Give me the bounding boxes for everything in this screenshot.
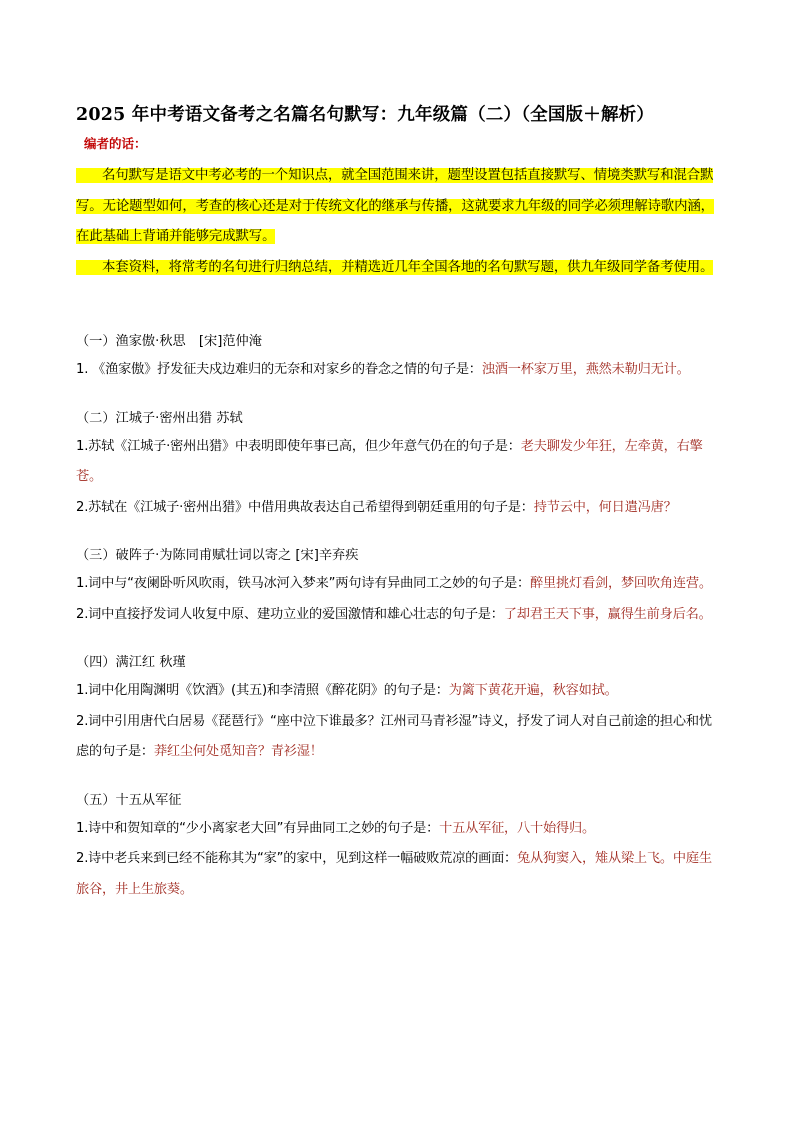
editor-note-label: 编者的话： bbox=[84, 136, 147, 151]
question-text: 2.苏轼在《江城子·密州出猎》中借用典故表达自己希望得到朝廷重用的句子是： bbox=[76, 499, 534, 515]
poem-sections bbox=[76, 329, 718, 905]
poem-section bbox=[76, 406, 718, 524]
question-text: 1.词中与“夜阑卧听风吹雨，铁马冰河入梦来”两句诗有异曲同工之妙的句子是： bbox=[76, 576, 531, 591]
question-text: 2.词中引用唐代白居易《琵琶行》“座中泣下谁最多？江州司马青衫湿”诗义，抒发了词人对自己前途的担心和忧虑的句子是： bbox=[76, 713, 712, 759]
question-text: 1. 《渔家傲》抒发征夫戍边难归的无奈和对家乡的眷念之情的句子是： bbox=[76, 362, 482, 377]
poem-section bbox=[76, 329, 718, 386]
question-text: 1.苏轼《江城子·密州出猎》中表明即使年事已高，但少年意气仍在的句子是： bbox=[76, 438, 521, 454]
question-text: 1.诗中和贺知章的“少小离家老大回”有异曲同工之妙的句子是： bbox=[76, 820, 440, 836]
document-title: 2025 年中考语文备考之名篇名句默写：九年级篇（二）（全国版＋解析） bbox=[76, 105, 655, 125]
intro-text: 本套资料，将常考的名句进行归纳总结，并精选近几年全国各地的名句默写题，供九年级同学备考使用。 bbox=[102, 259, 714, 275]
section-title: （五）十五从军征 bbox=[76, 792, 182, 808]
question bbox=[76, 432, 718, 493]
section-title: （二）江城子·密州出猎 苏轼 bbox=[76, 410, 243, 426]
section-title: （一）渔家傲·秋思 [宋]范仲淹 bbox=[76, 334, 262, 349]
question bbox=[76, 600, 718, 631]
answer-text: 醉里挑灯看剑，梦回吹角连营。 bbox=[530, 576, 712, 591]
section-title: （四）满江红 秋瑾 bbox=[76, 655, 186, 670]
question-text: 1.词中化用陶渊明《饮酒》(其五)和李清照《醉花阴》的句子是： bbox=[76, 683, 449, 698]
question bbox=[76, 844, 718, 905]
poem-section bbox=[76, 650, 718, 768]
intro-paragraph bbox=[76, 161, 718, 253]
answer-text: 持节云中，何日遣冯唐？ bbox=[533, 499, 677, 515]
question bbox=[76, 676, 718, 707]
poem-section bbox=[76, 543, 718, 630]
answer-text: 为篱下黄花开遍，秋容如拭。 bbox=[448, 683, 618, 698]
answer-text: 十五从军征，八十始得归。 bbox=[439, 820, 595, 836]
question-text: 2.词中直接抒发词人收复中原、建功立业的爱国激情和雄心壮志的句子是： bbox=[76, 606, 504, 622]
intro-paragraph bbox=[76, 253, 718, 284]
answer-text: 老夫聊发少年狂，左牵黄，右擎苍。 bbox=[76, 438, 703, 484]
question-text: 2.诗中老兵来到已经不能称其为“家”的家中，见到这样一幅破败荒凉的画面： bbox=[76, 851, 518, 866]
answer-text: 了却君王天下事，赢得生前身后名。 bbox=[503, 606, 712, 622]
answer-text: 浊酒一杯家万里，燕然未勒归无计。 bbox=[481, 362, 690, 377]
poem-section bbox=[76, 788, 718, 906]
question bbox=[76, 814, 718, 845]
intro-text: 名句默写是语文中考必考的一个知识点，就全国范围来讲，题型设置包括直接默写、情境类默写和混合默写。无论题型如何，考查的核心还是对于传统文化的继承与传播，这就要求九年级的同学必须理解诗歌内涵，在此基础上背诵并能够完成默写。 bbox=[76, 168, 714, 244]
question bbox=[76, 569, 718, 600]
question bbox=[76, 493, 718, 524]
answer-text: 兔从狗窦入，雉从梁上飞。中庭生旅谷，井上生旅葵。 bbox=[76, 851, 712, 897]
document-page bbox=[76, 102, 718, 925]
answer-text: 莽红尘何处觅知音？青衫湿！ bbox=[153, 744, 323, 759]
question bbox=[76, 355, 718, 386]
question bbox=[76, 707, 718, 768]
section-title: （三）破阵子·为陈同甫赋壮词以寄之 [宋]辛弃疾 bbox=[76, 548, 359, 563]
